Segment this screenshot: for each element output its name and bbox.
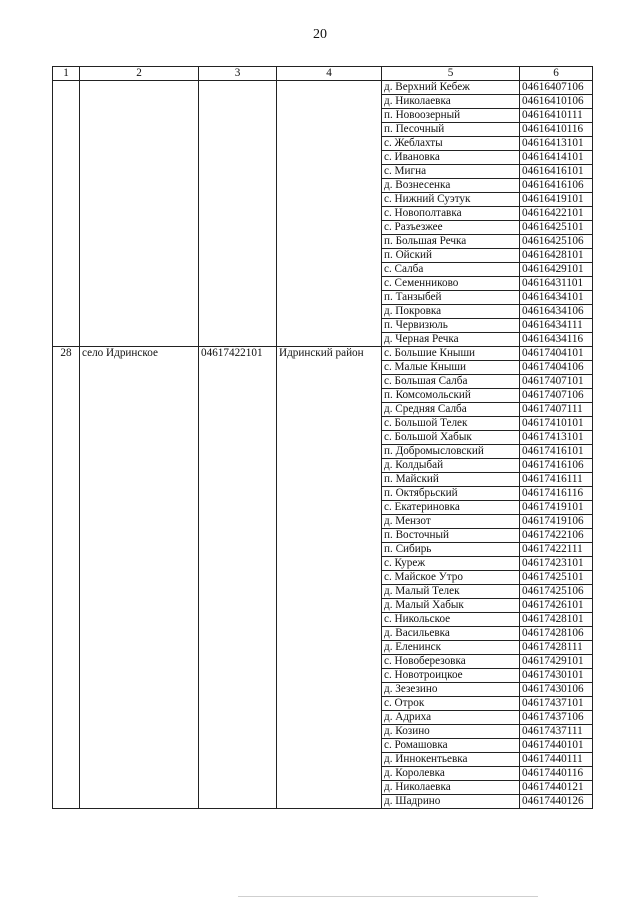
settlement-code: 04617416101 [520, 445, 593, 459]
settlement-name: с. Малые Кныши [382, 361, 520, 375]
page-number: 20 [313, 27, 327, 42]
settlement-code: 04617407101 [520, 375, 593, 389]
settlement-name: п. Октябрьский [382, 487, 520, 501]
settlement-name: д. Королевка [382, 767, 520, 781]
settlement-code: 04616434101 [520, 291, 593, 305]
district-name: Идринский район [277, 347, 382, 809]
settlement-code: 04616413101 [520, 137, 593, 151]
settlement-code: 04617422106 [520, 529, 593, 543]
settlement-code: 04617423101 [520, 557, 593, 571]
cont-col-4-empty [277, 81, 382, 347]
settlement-name: п. Ойский [382, 249, 520, 263]
settlement-name: с. Новотроицкое [382, 669, 520, 683]
settlement-name: п. Большая Речка [382, 235, 520, 249]
settlement-name: п. Восточный [382, 529, 520, 543]
settlement-code: 04617440126 [520, 795, 593, 809]
header-col-2: 2 [80, 67, 199, 81]
settlement-code: 04617429101 [520, 655, 593, 669]
settlement-code: 04617440101 [520, 739, 593, 753]
settlement-name: с. Отрок [382, 697, 520, 711]
cont-col-2-empty [80, 81, 199, 347]
settlement-name: с. Новополтавка [382, 207, 520, 221]
settlement-code: 04616434116 [520, 333, 593, 347]
cont-col-3-empty [199, 81, 277, 347]
settlement-name: д. Адриха [382, 711, 520, 725]
settlement-code: 04616422101 [520, 207, 593, 221]
settlement-name: п. Добромысловский [382, 445, 520, 459]
settlement-code: 04617430106 [520, 683, 593, 697]
settlement-code: 04617437111 [520, 725, 593, 739]
settlement-name: д. Васильевка [382, 627, 520, 641]
settlement-name: д. Малый Телек [382, 585, 520, 599]
settlement-code: 04616416106 [520, 179, 593, 193]
settlement-code: 04617437101 [520, 697, 593, 711]
settlement-code: 04616414101 [520, 151, 593, 165]
settlement-name: п. Новоозерный [382, 109, 520, 123]
settlement-name: с. Мигна [382, 165, 520, 179]
settlement-code: 04616416101 [520, 165, 593, 179]
footer-divider [238, 896, 538, 897]
settlement-code: 04617440111 [520, 753, 593, 767]
settlement-code: 04617416116 [520, 487, 593, 501]
settlement-code: 04617426101 [520, 599, 593, 613]
settlement-name: с. Большие Кныши [382, 347, 520, 361]
municipality-code: 04617422101 [199, 347, 277, 809]
settlement-code: 04616410111 [520, 109, 593, 123]
header-col-4: 4 [277, 67, 382, 81]
settlement-code: 04617422111 [520, 543, 593, 557]
settlement-name: д. Николаевка [382, 95, 520, 109]
settlement-name: с. Разъезжее [382, 221, 520, 235]
settlement-name: д. Козино [382, 725, 520, 739]
settlement-name: д. Зезезино [382, 683, 520, 697]
settlement-code: 04617440121 [520, 781, 593, 795]
settlement-name: с. Майское Утро [382, 571, 520, 585]
settlement-code: 04617428101 [520, 613, 593, 627]
settlement-name: с. Большой Телек [382, 417, 520, 431]
settlement-name: п. Песочный [382, 123, 520, 137]
settlement-name: с. Екатериновка [382, 501, 520, 515]
settlement-code: 04617440116 [520, 767, 593, 781]
settlement-name: п. Сибирь [382, 543, 520, 557]
settlement-code: 04617419101 [520, 501, 593, 515]
settlement-code: 04616429101 [520, 263, 593, 277]
settlement-code: 04616410106 [520, 95, 593, 109]
settlement-code: 04617407106 [520, 389, 593, 403]
settlement-name: с. Салба [382, 263, 520, 277]
header-col-5: 5 [382, 67, 520, 81]
settlement-code: 04616434106 [520, 305, 593, 319]
settlement-name: с. Семенниково [382, 277, 520, 291]
settlement-name: д. Иннокентьевка [382, 753, 520, 767]
settlement-name: с. Ивановка [382, 151, 520, 165]
settlement-code: 04616407106 [520, 81, 593, 95]
settlement-code: 04616431101 [520, 277, 593, 291]
settlement-name: д. Верхний Кебеж [382, 81, 520, 95]
settlement-code: 04617425106 [520, 585, 593, 599]
settlement-code: 04617419106 [520, 515, 593, 529]
row-number: 28 [53, 347, 80, 809]
settlement-name: с. Никольское [382, 613, 520, 627]
table-header-row [53, 67, 593, 81]
settlement-code: 04617410101 [520, 417, 593, 431]
settlement-code: 04617430101 [520, 669, 593, 683]
settlement-code: 04617404101 [520, 347, 593, 361]
settlement-name: д. Колдыбай [382, 459, 520, 473]
settlement-name: с. Большая Салба [382, 375, 520, 389]
header-col-3: 3 [199, 67, 277, 81]
settlement-name: д. Средняя Салба [382, 403, 520, 417]
settlement-name: д. Мензот [382, 515, 520, 529]
municipality-name: село Идринское [80, 347, 199, 809]
settlement-code: 04617428111 [520, 641, 593, 655]
settlement-name: с. Большой Хабык [382, 431, 520, 445]
settlement-code: 04617437106 [520, 711, 593, 725]
settlement-name: д. Еленинск [382, 641, 520, 655]
header-col-1: 1 [53, 67, 80, 81]
table-row [53, 81, 593, 95]
table-body [53, 81, 593, 809]
settlement-name: п. Танзыбей [382, 291, 520, 305]
settlement-code: 04616434111 [520, 319, 593, 333]
settlement-code: 04617428106 [520, 627, 593, 641]
settlement-name: с. Куреж [382, 557, 520, 571]
settlement-name: с. Ромашовка [382, 739, 520, 753]
settlement-name: п. Майский [382, 473, 520, 487]
settlement-code: 04617416111 [520, 473, 593, 487]
settlements-table [52, 66, 593, 809]
settlement-code: 04617425101 [520, 571, 593, 585]
cont-col-1-empty [53, 81, 80, 347]
settlement-name: д. Малый Хабык [382, 599, 520, 613]
settlement-code: 04616425106 [520, 235, 593, 249]
header-col-6: 6 [520, 67, 593, 81]
settlement-code: 04616428101 [520, 249, 593, 263]
settlement-name: д. Николаевка [382, 781, 520, 795]
settlement-name: д. Черная Речка [382, 333, 520, 347]
settlement-code: 04617404106 [520, 361, 593, 375]
settlement-name: п. Комсомольский [382, 389, 520, 403]
settlement-code: 04617407111 [520, 403, 593, 417]
settlement-code: 04617416106 [520, 459, 593, 473]
settlement-name: п. Червизюль [382, 319, 520, 333]
settlement-code: 04616419101 [520, 193, 593, 207]
settlement-code: 04616410116 [520, 123, 593, 137]
settlement-name: с. Новоберезовка [382, 655, 520, 669]
settlement-name: д. Вознесенка [382, 179, 520, 193]
table-row [53, 347, 593, 361]
settlement-code: 04616425101 [520, 221, 593, 235]
settlement-name: д. Покровка [382, 305, 520, 319]
settlement-name: с. Нижний Суэтук [382, 193, 520, 207]
settlement-name: д. Шадрино [382, 795, 520, 809]
settlement-name: с. Жеблахты [382, 137, 520, 151]
settlement-code: 04617413101 [520, 431, 593, 445]
